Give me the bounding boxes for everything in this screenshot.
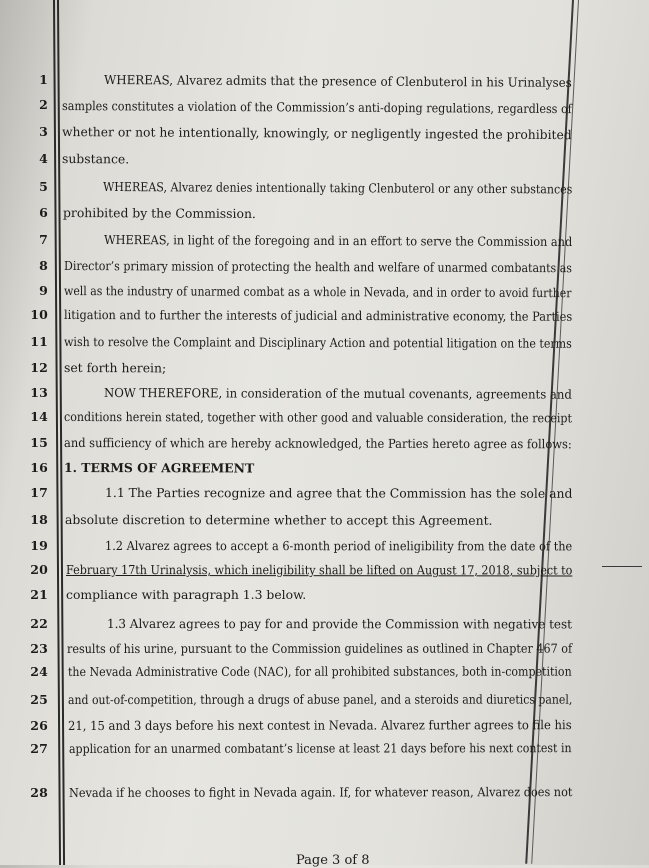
- line-text: absolute discretion to determine whether to accept this Agreement.: [64, 512, 493, 528]
- line-number: 5: [39, 179, 48, 194]
- line-text: NOW THEREFORE, in consideration of the mutual covenants, agreements and: [103, 385, 572, 402]
- line-number: 8: [39, 258, 48, 273]
- line-number: 17: [30, 485, 48, 500]
- line-number: 15: [30, 435, 48, 450]
- line-number: 27: [30, 741, 48, 756]
- line-text: prohibited by the Commission.: [62, 205, 256, 222]
- line-number: 19: [30, 538, 48, 553]
- line-text: application for an unarmed combatant’s license at least 21 days before his next contest in: [68, 740, 572, 756]
- line-number: 6: [39, 205, 48, 220]
- line-number: 12: [30, 360, 48, 375]
- line-text: 1.2 Alvarez agrees to accept a 6-month period of ineligibility from the date of the: [104, 538, 573, 554]
- line-number: 22: [30, 616, 48, 631]
- line-text: well as the industry of unarmed combat as a whole in Nevada, and in order to avoid further: [63, 283, 572, 301]
- line-text: compliance with paragraph 1.3 below.: [66, 587, 307, 602]
- line-text: Director’s primary mission of protecting the health and welfare of unarmed combatants as: [63, 258, 573, 276]
- line-text: and out-of-competition, through a drugs of abuse panel, and a steroids and diuretics panel,: [67, 691, 573, 707]
- line-text: 1.1 The Parties recognize and agree that the Commission has the sole and: [104, 485, 573, 501]
- line-text: the Nevada Administrative Code (NAC), for all prohibited substances, both in-competition: [67, 663, 572, 679]
- line-number: 1: [39, 72, 48, 87]
- line-number: 7: [39, 232, 48, 247]
- line-number: 3: [39, 124, 48, 139]
- line-number: 26: [30, 718, 48, 733]
- line-number: 20: [30, 562, 48, 577]
- line-text: WHEREAS, in light of the foregoing and in an effort to serve the Commission and: [103, 232, 573, 250]
- line-text: set forth herein;: [63, 360, 167, 376]
- line-number: 24: [30, 664, 48, 679]
- line-text: February 17th Urinalysis, which ineligibility shall be lifted on August 17, 2018, subject to: [65, 562, 573, 578]
- line-number: 13: [30, 385, 48, 400]
- page-footer: Page 3 of 8: [296, 853, 370, 868]
- line-text: wish to resolve the Complaint and Disciplinary Action and potential litigation on the terms: [63, 334, 572, 351]
- line-number: 2: [39, 97, 48, 112]
- line-text: whether or not he intentionally, knowingly, or negligently ingested the prohibited: [61, 124, 572, 143]
- line-number: 9: [39, 283, 48, 298]
- line-text: substance.: [61, 151, 130, 167]
- line-text: samples constitutes a violation of the Commission’s anti-doping regulations, regardless of: [61, 98, 572, 117]
- line-text: results of his urine, pursuant to the Commission guidelines as outlined in Chapter 467 of: [66, 640, 573, 656]
- line-number: 28: [30, 785, 48, 800]
- line-text: 21, 15 and 3 days before his next contest in Nevada. Alvarez further agrees to file his: [67, 717, 572, 733]
- line-text: WHEREAS, Alvarez denies intentionally taking Clenbuterol or any other substances: [102, 179, 573, 197]
- line-text: 1.3 Alvarez agrees to pay for and provide the Commission with negative test: [106, 616, 572, 632]
- line-text: conditions herein stated, together with other good and valuable consideration, the receipt: [63, 409, 572, 426]
- line-20-rule-extension: [602, 566, 642, 567]
- line-text: WHEREAS, Alvarez admits that the presence of Clenbuterol in his Urinalyses: [103, 72, 572, 90]
- line-text: Nevada if he chooses to fight in Nevada again. If, for whatever reason, Alvarez does not: [68, 784, 573, 800]
- line-text: litigation and to further the interests of judicial and administrative economy, the Parties: [63, 307, 573, 324]
- line-number: 11: [30, 334, 48, 349]
- line-number: 18: [30, 512, 48, 527]
- line-number: 14: [30, 409, 48, 424]
- line-number: 25: [30, 692, 48, 707]
- line-number: 16: [30, 460, 48, 475]
- line-text: and sufficiency of which are hereby acknowledged, the Parties hereto agree as follows:: [63, 435, 572, 452]
- line-number: 21: [30, 587, 48, 602]
- line-number: 10: [30, 307, 48, 322]
- line-number: 23: [30, 641, 48, 656]
- line-number: 4: [39, 151, 48, 166]
- line-text: 1. TERMS OF AGREEMENT: [63, 460, 255, 476]
